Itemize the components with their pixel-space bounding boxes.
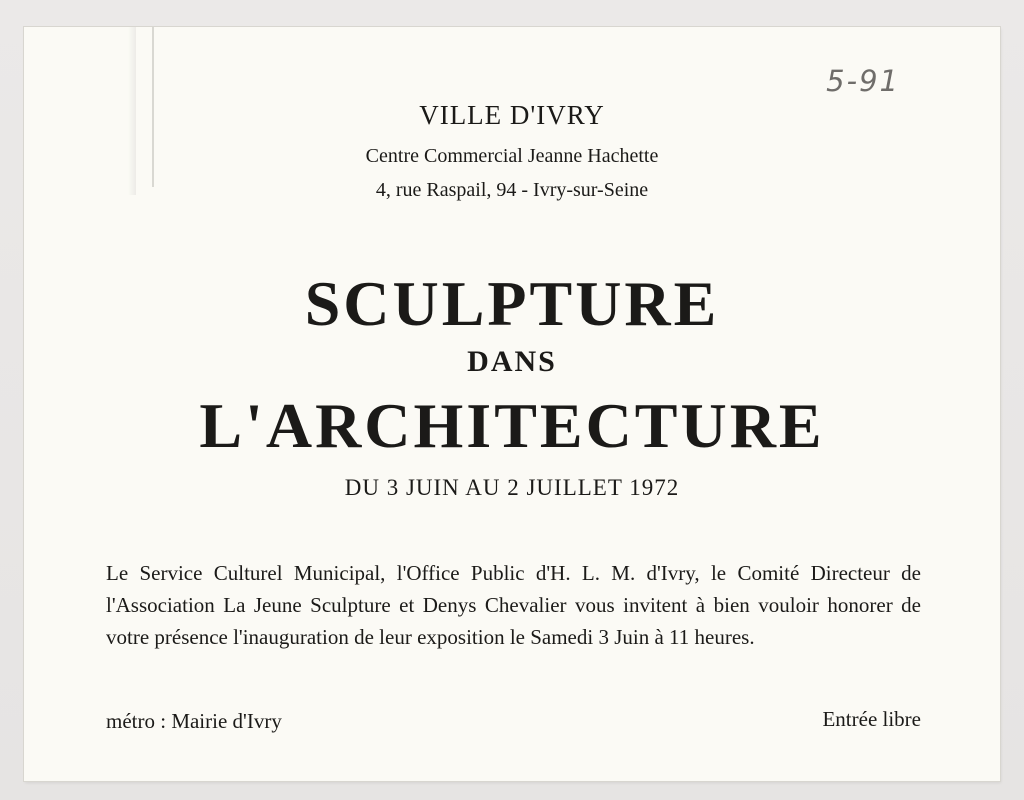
handwritten-reference-number: 5-91 <box>826 64 900 98</box>
exhibition-dates: DU 3 JUIN AU 2 JUILLET 1972 <box>344 475 680 500</box>
invitation-paragraph: Le Service Culturel Municipal, l'Office Public d'H. L. M. d'Ivry, le Comité Directeur de l'Association La Jeune Sculpture et Denys Chevalier vous invitent à bien vouloir honorer de votre présence l'inauguration de leur exposition le Samedi 3 Juin à 11 heures. <box>106 561 921 649</box>
exhibition-title-line-3: L'ARCHITECTURE <box>199 390 825 461</box>
exhibition-title-line-1: SCULPTURE <box>304 268 720 339</box>
metro-info: métro : Mairie d'Ivry <box>106 709 282 733</box>
venue-address: 4, rue Raspail, 94 - Ivry-sur-Seine <box>375 179 649 201</box>
exhibition-title-line-2: DANS <box>467 345 557 378</box>
entry-info: Entrée libre <box>822 707 921 731</box>
venue-name: Centre Commercial Jeanne Hachette <box>365 145 659 167</box>
invitation-card <box>24 27 1000 781</box>
organizer-name: VILLE D'IVRY <box>419 100 605 130</box>
